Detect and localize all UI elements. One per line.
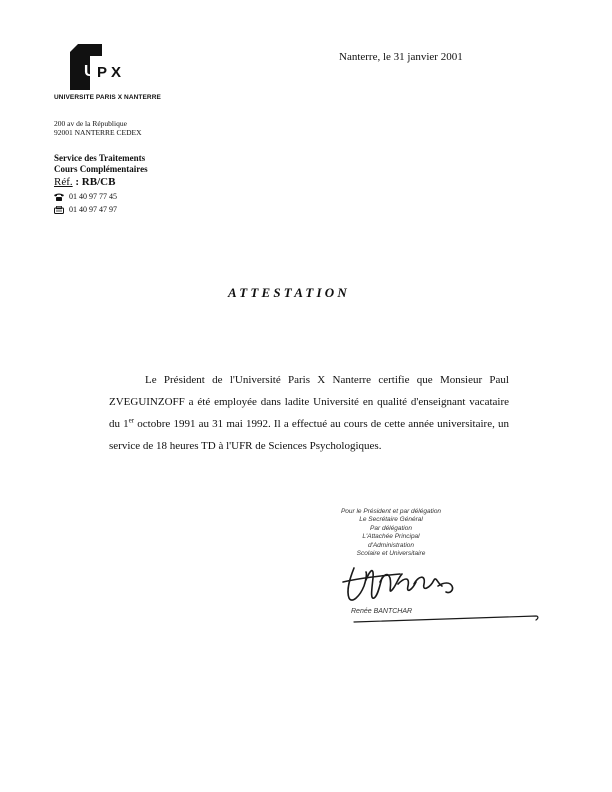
delegation-line-6: Scolaire et Universitaire xyxy=(356,550,426,558)
signature-delegation-block xyxy=(316,508,466,558)
delegation-line-4: L'Attachée Principal xyxy=(362,533,420,541)
university-name: UNIVERSITE PARIS X NANTERRE xyxy=(54,94,161,101)
body-text-part-1: Le Président de l'Université Paris X Nanterre certifie que Monsieur Paul ZVEGUINZOFF a été employée dans ladite Université en qualité d'enseignant vacataire du 1 xyxy=(109,374,509,430)
delegation-line-5: d'Administration xyxy=(367,541,415,549)
fax-number: 01 40 97 47 97 xyxy=(69,205,117,214)
service-line-1: Service des Traitements xyxy=(54,153,146,163)
date-line: Nanterre, le 31 janvier 2001 xyxy=(339,51,463,63)
telephone-icon xyxy=(54,193,64,201)
body-text-part-2: octobre 1991 au 31 mai 1992. Il a effectué au cours de cette année universitaire, un service de 18 heures TD à l'UFR de Sciences Psychologiques. xyxy=(109,418,509,452)
upx-logo xyxy=(70,44,132,90)
body-ordinal-suffix: er xyxy=(128,416,135,425)
delegation-line-1: Pour le Président et par délégation xyxy=(340,508,442,515)
svg-text:U: U xyxy=(84,63,96,80)
reference-label: Réf. xyxy=(54,176,73,188)
handwritten-signature xyxy=(340,560,470,610)
phone-line xyxy=(54,192,117,201)
svg-text:X: X xyxy=(111,64,122,81)
signature-underline xyxy=(352,612,542,626)
fax-icon xyxy=(54,206,64,214)
body-paragraph xyxy=(109,369,509,457)
address-line-1: 200 av de la République xyxy=(54,119,127,128)
document-title: ATTESTATION xyxy=(228,285,350,300)
reference xyxy=(54,176,115,188)
service-name xyxy=(54,153,148,175)
reference-value: : RB/CB xyxy=(75,176,116,188)
service-line-2: Cours Complémentaires xyxy=(54,164,148,174)
phone-number: 01 40 97 77 45 xyxy=(69,192,117,201)
university-address xyxy=(54,119,142,137)
svg-text:P: P xyxy=(97,64,108,81)
address-line-2: 92001 NANTERRE CEDEX xyxy=(54,128,142,137)
signatory-name: Renée BANTCHAR xyxy=(351,608,413,615)
delegation-line-2: Le Secrétaire Général xyxy=(359,516,423,524)
fax-line xyxy=(54,205,117,214)
attestation-body xyxy=(109,369,509,457)
delegation-line-3: Par délégation xyxy=(370,524,412,532)
